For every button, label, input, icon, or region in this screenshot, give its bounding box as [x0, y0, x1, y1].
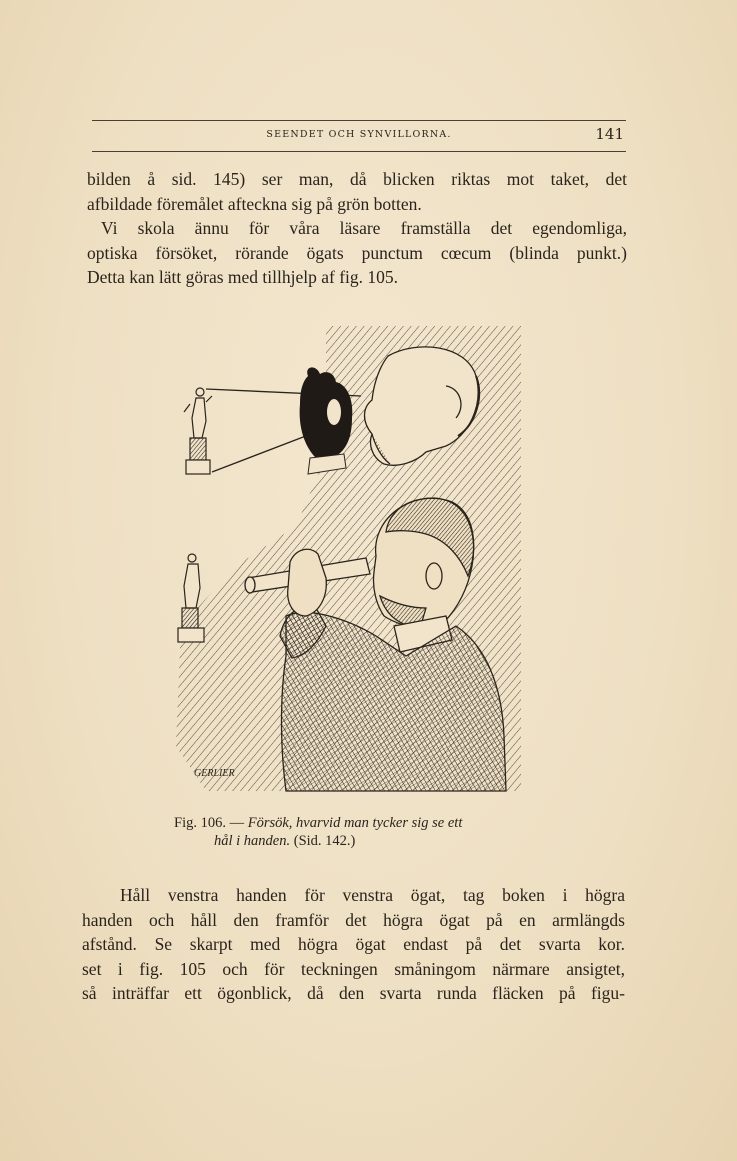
text-line: set i fig. 105 och för teckningen småningom närmare ansigtet,	[82, 958, 625, 979]
page-number: 141	[595, 125, 624, 143]
caption-italic-2: hål i handen.	[214, 833, 291, 849]
text-line: afstånd. Se skarpt med högra ögat endast på det svarta kor.	[82, 934, 625, 954]
text-line: Vi skola ännu för våra läsare framställa det egendomliga,	[101, 218, 627, 238]
text-line: afbildade föremålet afteckna sig på grön botten.	[87, 193, 422, 214]
figure-caption	[174, 814, 538, 850]
top-paragraph	[87, 167, 627, 290]
text-line: Detta kan lätt göras med tillhjelp af fig. 105.	[87, 267, 399, 287]
caption-ref: (Sid. 142.)	[293, 833, 356, 849]
small-statue-top	[184, 388, 212, 474]
text-line: så inträffar ett ögonblick, då den svarta runda fläcken på figu-	[82, 983, 625, 1003]
caption-label: Fig. 106. —	[174, 815, 245, 831]
running-title: SEENDET OCH SYNVILLORNA.	[266, 129, 452, 140]
running-header	[92, 120, 626, 152]
engraver-signature: GERLIER	[194, 768, 235, 779]
engraving-illustration	[176, 326, 526, 796]
text-line: handen och håll den framför det högra ögat på en armlängds	[82, 909, 625, 930]
text-line: optiska försöket, rörande ögats punctum cœcum (blinda punkt.)	[87, 242, 627, 263]
small-statue-bottom	[178, 554, 204, 642]
caption-italic-1: Försök, hvarvid man tycker sig se ett	[247, 815, 463, 831]
text-line: bilden å sid. 145) ser man, då blicken riktas mot taket, det	[87, 169, 627, 189]
text-line: Håll venstra handen för venstra ögat, tag boken i högra	[120, 885, 625, 905]
bottom-paragraph	[82, 883, 625, 1006]
